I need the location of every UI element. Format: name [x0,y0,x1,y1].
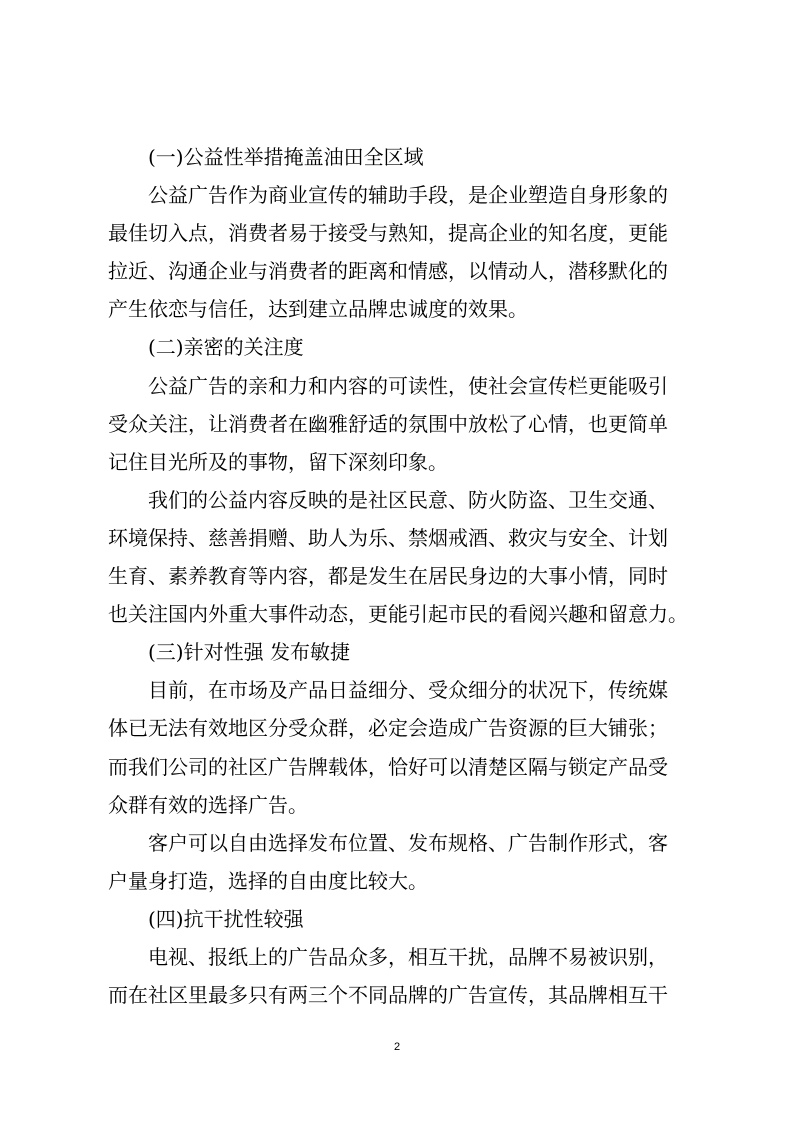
paragraph-line: 而在社区里最多只有两三个不同品牌的广告宣传，其品牌相互干 [108,983,668,1008]
paragraph-line: 客户可以自由选择发布位置、发布规格、广告制作形式，客 [148,830,668,855]
paragraph-line: 电视、报纸上的广告品众多，相互干扰，品牌不易被识别， [148,944,668,969]
paragraph-line: 户量身打造，选择的自由度比较大。 [108,868,428,893]
paragraph-line: 我们的公益内容反映的是社区民意、防火防盗、卫生交通、 [148,487,668,512]
paragraph-line: 公益广告作为商业宣传的辅助手段，是企业塑造自身形象的 [148,183,668,208]
paragraph-line: 受众关注，让消费者在幽雅舒适的氛围中放松了心情，也更简单 [108,411,668,436]
paragraph-line: 生育、素养教育等内容，都是发生在居民身边的大事小情，同时 [108,564,668,589]
paragraph-line: 产生依恋与信任，达到建立品牌忠诚度的效果。 [108,297,528,322]
paragraph-line: 目前，在市场及产品日益细分、受众细分的状况下，传统媒 [148,678,668,703]
heading-3: (三)针对性强 发布敏捷 [148,640,350,665]
heading-2: (二)亲密的关注度 [148,335,304,360]
paragraph-line: 最佳切入点，消费者易于接受与熟知，提高企业的知名度，更能 [108,221,668,246]
paragraph-line: 体已无法有效地区分受众群，必定会造成广告资源的巨大铺张； [108,716,668,741]
paragraph-line: 记住目光所及的事物，留下深刻印象。 [108,449,448,474]
page-number: 2 [393,1041,401,1053]
paragraph-line: 拉近、沟通企业与消费者的距离和情感，以情动人，潜移默化的 [108,259,668,284]
paragraph-line: 环境保持、慈善捐赠、助人为乐、禁烟戒酒、救灾与安全、计划 [108,525,668,550]
paragraph-line: 公益广告的亲和力和内容的可读性，使社会宣传栏更能吸引 [148,373,668,398]
paragraph-line: 众群有效的选择广告。 [108,792,308,817]
paragraph-line: 而我们公司的社区广告牌载体，恰好可以清楚区隔与锁定产品受 [108,754,668,779]
heading-4: (四)抗干扰性较强 [148,906,304,931]
body-text [108,138,708,1014]
heading-1: (一)公益性举措掩盖油田全区域 [148,145,424,169]
paragraph-line: 也关注国内外重大事件动态，更能引起市民的看阅兴趣和留意力。 [108,602,688,627]
